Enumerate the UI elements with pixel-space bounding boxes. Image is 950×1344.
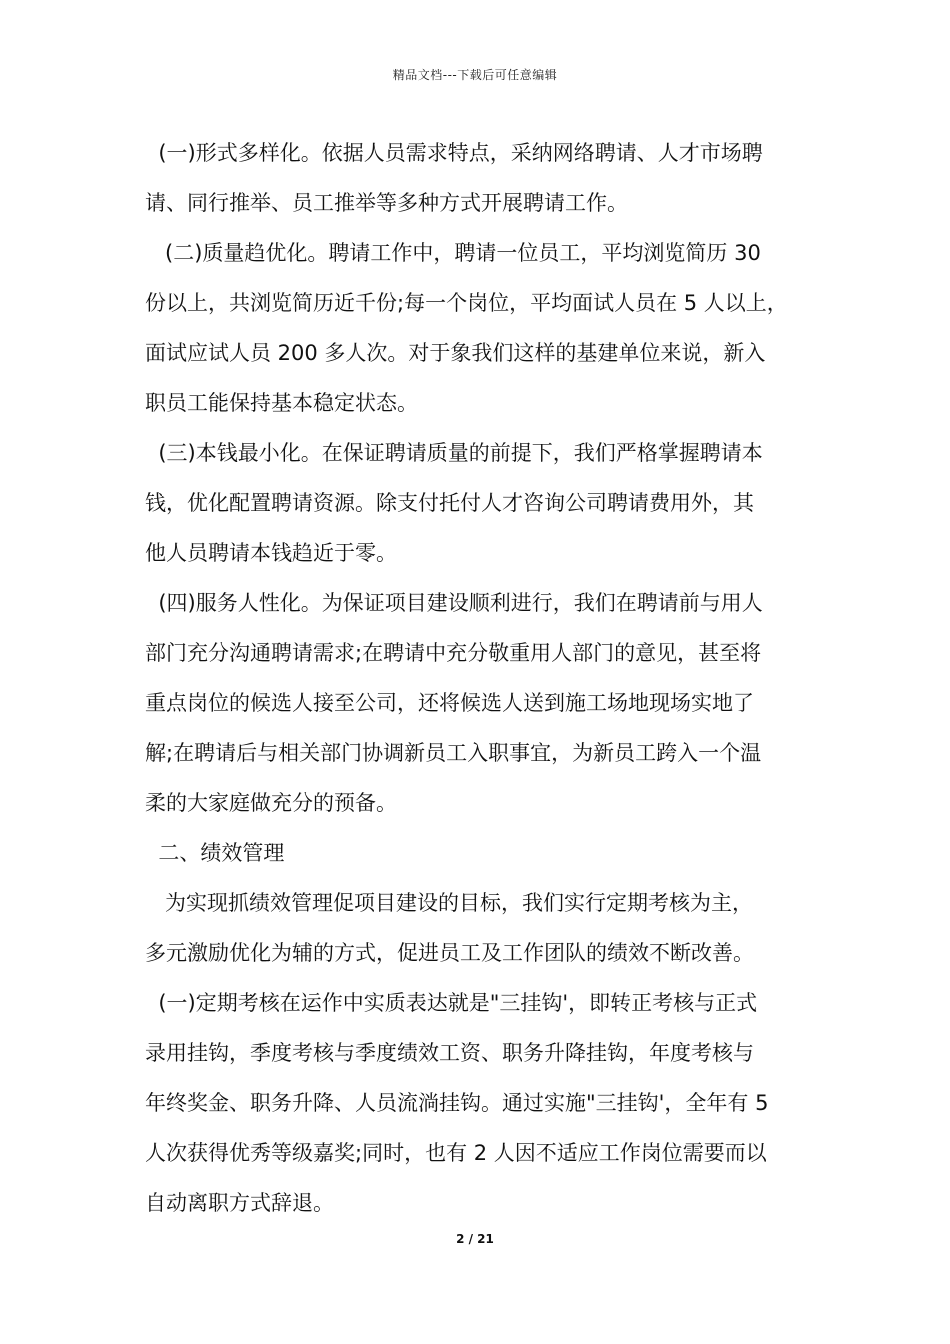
text-line: (四)服务人性化。为保证项目建设顺利进行，我们在聘请前与用人: [145, 591, 763, 615]
text-line: 人次获得优秀等级嘉奖;同时，也有 2 人因不适应工作岗位需要而以: [145, 1141, 767, 1165]
text-line: 年终奖金、职务升降、人员流淌挂钩。通过实施"三挂钩'，全年有 5: [145, 1091, 769, 1115]
text-line: 职员工能保持基本稳定状态。: [145, 391, 418, 415]
document-body: [145, 128, 830, 1228]
text-line: 份以上，共浏览简历近千份;每一个岗位，平均面试人员在 5 人以上，: [145, 291, 788, 315]
text-line: 他人员聘请本钱趋近于零。: [145, 541, 397, 565]
text-line: 请、同行推举、员工推举等多种方式开展聘请工作。: [145, 191, 628, 215]
section-heading: 二、绩效管理: [145, 841, 285, 865]
text-line: (三)本钱最小化。在保证聘请质量的前提下，我们严格掌握聘请本: [145, 441, 763, 465]
text-line: 部门充分沟通聘请需求;在聘请中充分敬重用人部门的意见，甚至将: [145, 641, 762, 665]
text-line: 重点岗位的候选人接至公司，还将候选人送到施工场地现场实地了: [145, 691, 754, 715]
text-line: 钱，优化配置聘请资源。除支付托付人才咨询公司聘请费用外，其: [145, 491, 754, 515]
text-line: 柔的大家庭做充分的预备。: [145, 791, 397, 815]
text-line: 录用挂钩，季度考核与季度绩效工资、职务升降挂钩，年度考核与: [145, 1041, 754, 1065]
text-line: 解;在聘请后与相关部门协调新员工入职事宜，为新员工跨入一个温: [145, 741, 762, 765]
page-header: 精品文档---下载后可任意编辑: [392, 68, 558, 82]
text-line: 多元激励优化为辅的方式，促进员工及工作团队的绩效不断改善。: [145, 941, 754, 965]
text-line: (一)定期考核在运作中实质表达就是"三挂钩'，即转正考核与正式: [145, 991, 758, 1015]
text-line: 面试应试人员 200 多人次。对于象我们这样的基建单位来说，新入: [145, 341, 766, 365]
page-number: 2 / 21: [456, 1232, 494, 1246]
text-line: (二)质量趋优化。聘请工作中，聘请一位员工，平均浏览简历 30: [145, 241, 761, 265]
text-line: 自动离职方式辞退。: [145, 1191, 334, 1215]
text-line: (一)形式多样化。依据人员需求特点，采纳网络聘请、人才市场聘: [145, 141, 763, 165]
text-line: 为实现抓绩效管理促项目建设的目标，我们实行定期考核为主，: [145, 891, 754, 915]
